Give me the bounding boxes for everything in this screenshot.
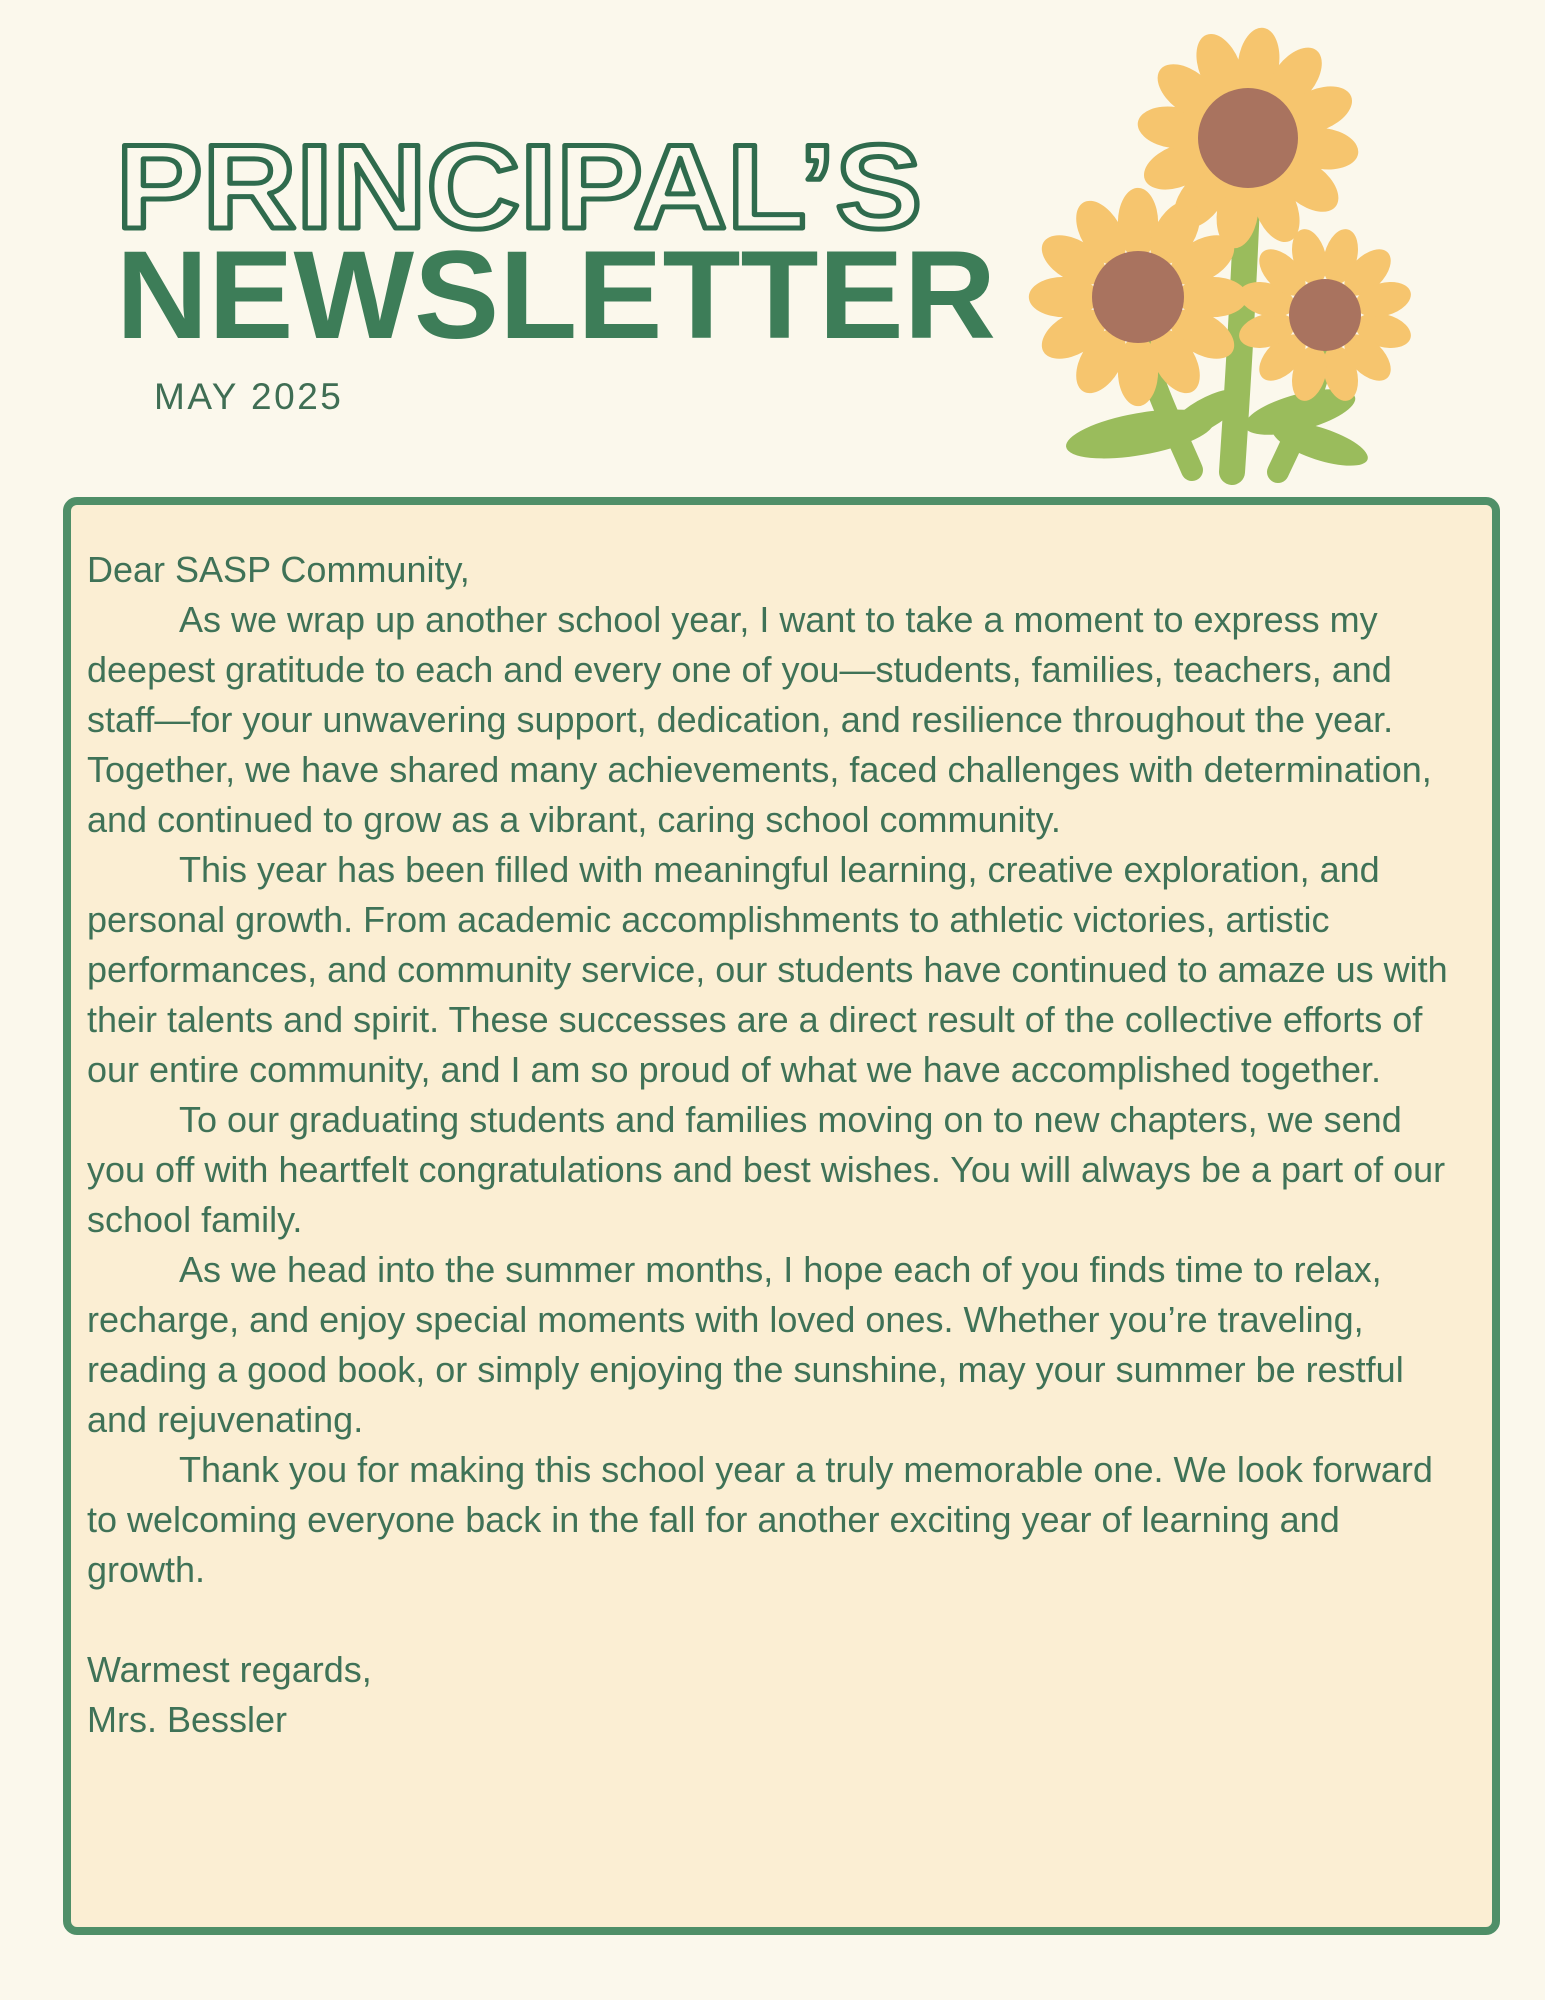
page-title-line2: NEWSLETTER bbox=[116, 226, 996, 365]
letter-paragraph: Thank you for making this school year a truly memorable one. We look forward to welcoming everyone back in the fall for another exciting year of learning and growth. bbox=[87, 1449, 1433, 1590]
issue-date: MAY 2025 bbox=[154, 376, 344, 417]
sunflowers-illustration bbox=[1020, 22, 1420, 478]
letter-signature: Mrs. Bessler bbox=[87, 1699, 288, 1740]
letter-card bbox=[63, 497, 1500, 1935]
letter-closing: Warmest regards, bbox=[87, 1649, 372, 1690]
title-solid bbox=[116, 226, 1056, 379]
sunflower-icon bbox=[1029, 188, 1247, 406]
letter-paragraph: As we wrap up another school year, I want to take a moment to express my deepest gratitude to each and every one of you—students, families, teachers, and staff—for your unwavering support, dedication, and resilience throughout the year. Together, we have shared many achievements, faced challenges with determination, and continued to grow as a vibrant, caring school community. bbox=[87, 599, 1432, 840]
letter-greeting: Dear SASP Community, bbox=[87, 549, 470, 590]
letter-paragraph: This year has been filled with meaningful learning, creative exploration, and personal growth. From academic accomplishments to athletic victories, artistic performances, and community service, our students have continued to amaze us with their talents and spirit. These successes are a direct result of the collective efforts of our entire community, and I am so proud of what we have accomplished together. bbox=[87, 849, 1448, 1090]
page-title-line1: PRINCIPAL’S bbox=[116, 120, 922, 254]
letter-paragraph: As we head into the summer months, I hope each of you finds time to relax, recharge, and enjoy special moments with loved ones. Whether you’re traveling, reading a good book, or simply enjoying the sunshine, may your summer be restful and rejuvenating. bbox=[87, 1249, 1404, 1440]
letter-paragraph: To our graduating students and families moving on to new chapters, we send you off with heartfelt congratulations and best wishes. You will always be a part of our school family. bbox=[87, 1099, 1446, 1240]
